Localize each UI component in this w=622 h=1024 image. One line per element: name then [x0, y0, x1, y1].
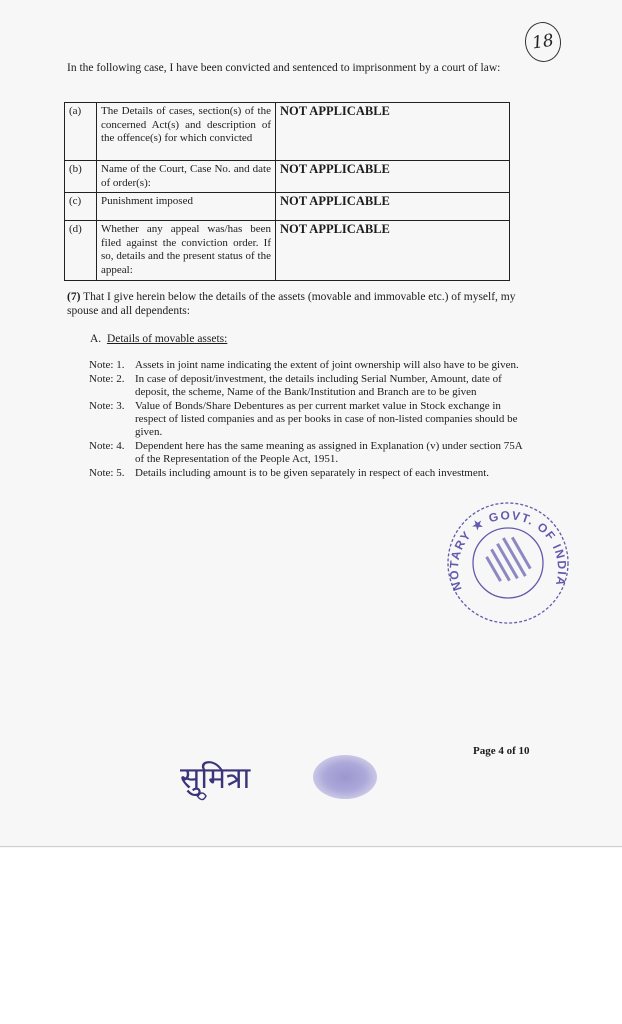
- page-number: Page 4 of 10: [473, 745, 530, 757]
- note-label: Note: 1.: [89, 359, 125, 371]
- notary-stamp-icon: [438, 493, 578, 633]
- table-row: [65, 103, 510, 161]
- note-text: In case of deposit/investment, the details including Serial Number, Amount, date of deposit, the scheme, Name of the Bank/Institution and Branch are to be given: [135, 373, 502, 398]
- page-edge: [0, 846, 622, 847]
- row-value: NOT APPLICABLE: [276, 161, 510, 193]
- row-description: Name of the Court, Case No. and date of order(s):: [97, 161, 276, 193]
- note-label: Note: 2.: [89, 373, 125, 385]
- handwritten-page-mark: 18: [522, 20, 563, 65]
- note-text: Assets in joint name indicating the extent of joint ownership will also have to be given.: [135, 359, 519, 371]
- row-value: NOT APPLICABLE: [276, 193, 510, 221]
- note-item: [89, 359, 531, 372]
- section-prefix: A.: [90, 333, 102, 345]
- signature-text: सुमित्रा: [180, 761, 251, 796]
- note-label: Note: 3.: [89, 400, 125, 412]
- thumbprint: [313, 755, 377, 799]
- row-label: (d): [65, 221, 97, 281]
- table-row: [65, 161, 510, 193]
- intro-text: In the following case, I have been convicted and sentenced to imprisonment by a court of law:: [67, 62, 501, 74]
- note-item: [89, 467, 531, 480]
- paragraph-text: That I give herein below the details of the assets (movable and immovable etc.) of myself, my spouse and all dependents:: [67, 291, 516, 317]
- notes-list: [89, 359, 531, 481]
- signature-icon: [176, 750, 288, 810]
- note-label: Note: 5.: [89, 467, 125, 479]
- row-label: (a): [65, 103, 97, 161]
- note-text: Details including amount is to be given separately in respect of each investment.: [135, 467, 490, 479]
- section-title: Details of movable assets:: [106, 333, 228, 345]
- note-item: [89, 400, 531, 439]
- table-row: [65, 221, 510, 281]
- row-label: (b): [65, 161, 97, 193]
- note-text: Dependent here has the same meaning as assigned in Explanation (v) under section 75A of the Representation of the People Act, 1951.: [135, 440, 523, 465]
- section-a-heading: [90, 333, 227, 345]
- note-item: [89, 373, 531, 399]
- row-label: (c): [65, 193, 97, 221]
- table-row: [65, 193, 510, 221]
- row-description: Whether any appeal was/has been filed against the conviction order. If so, details and the present status of the appeal:: [97, 221, 276, 281]
- paragraph-7: [67, 290, 529, 318]
- row-value: NOT APPLICABLE: [276, 221, 510, 281]
- conviction-table: [64, 102, 510, 281]
- paragraph-number: (7): [67, 291, 81, 303]
- row-value: NOT APPLICABLE: [276, 103, 510, 161]
- note-label: Note: 4.: [89, 440, 125, 452]
- note-text: Value of Bonds/Share Debentures as per current market value in Stock exchange in respect of listed companies and as per books in case of non-listed companies should be given.: [135, 400, 518, 438]
- stamp-text: NOTARY ★ GOVT. OF INDIA: [446, 508, 570, 593]
- row-description: The Details of cases, section(s) of the concerned Act(s) and description of the offence(s) for which convicted: [97, 103, 276, 161]
- row-description: Punishment imposed: [97, 193, 276, 221]
- note-item: [89, 440, 531, 466]
